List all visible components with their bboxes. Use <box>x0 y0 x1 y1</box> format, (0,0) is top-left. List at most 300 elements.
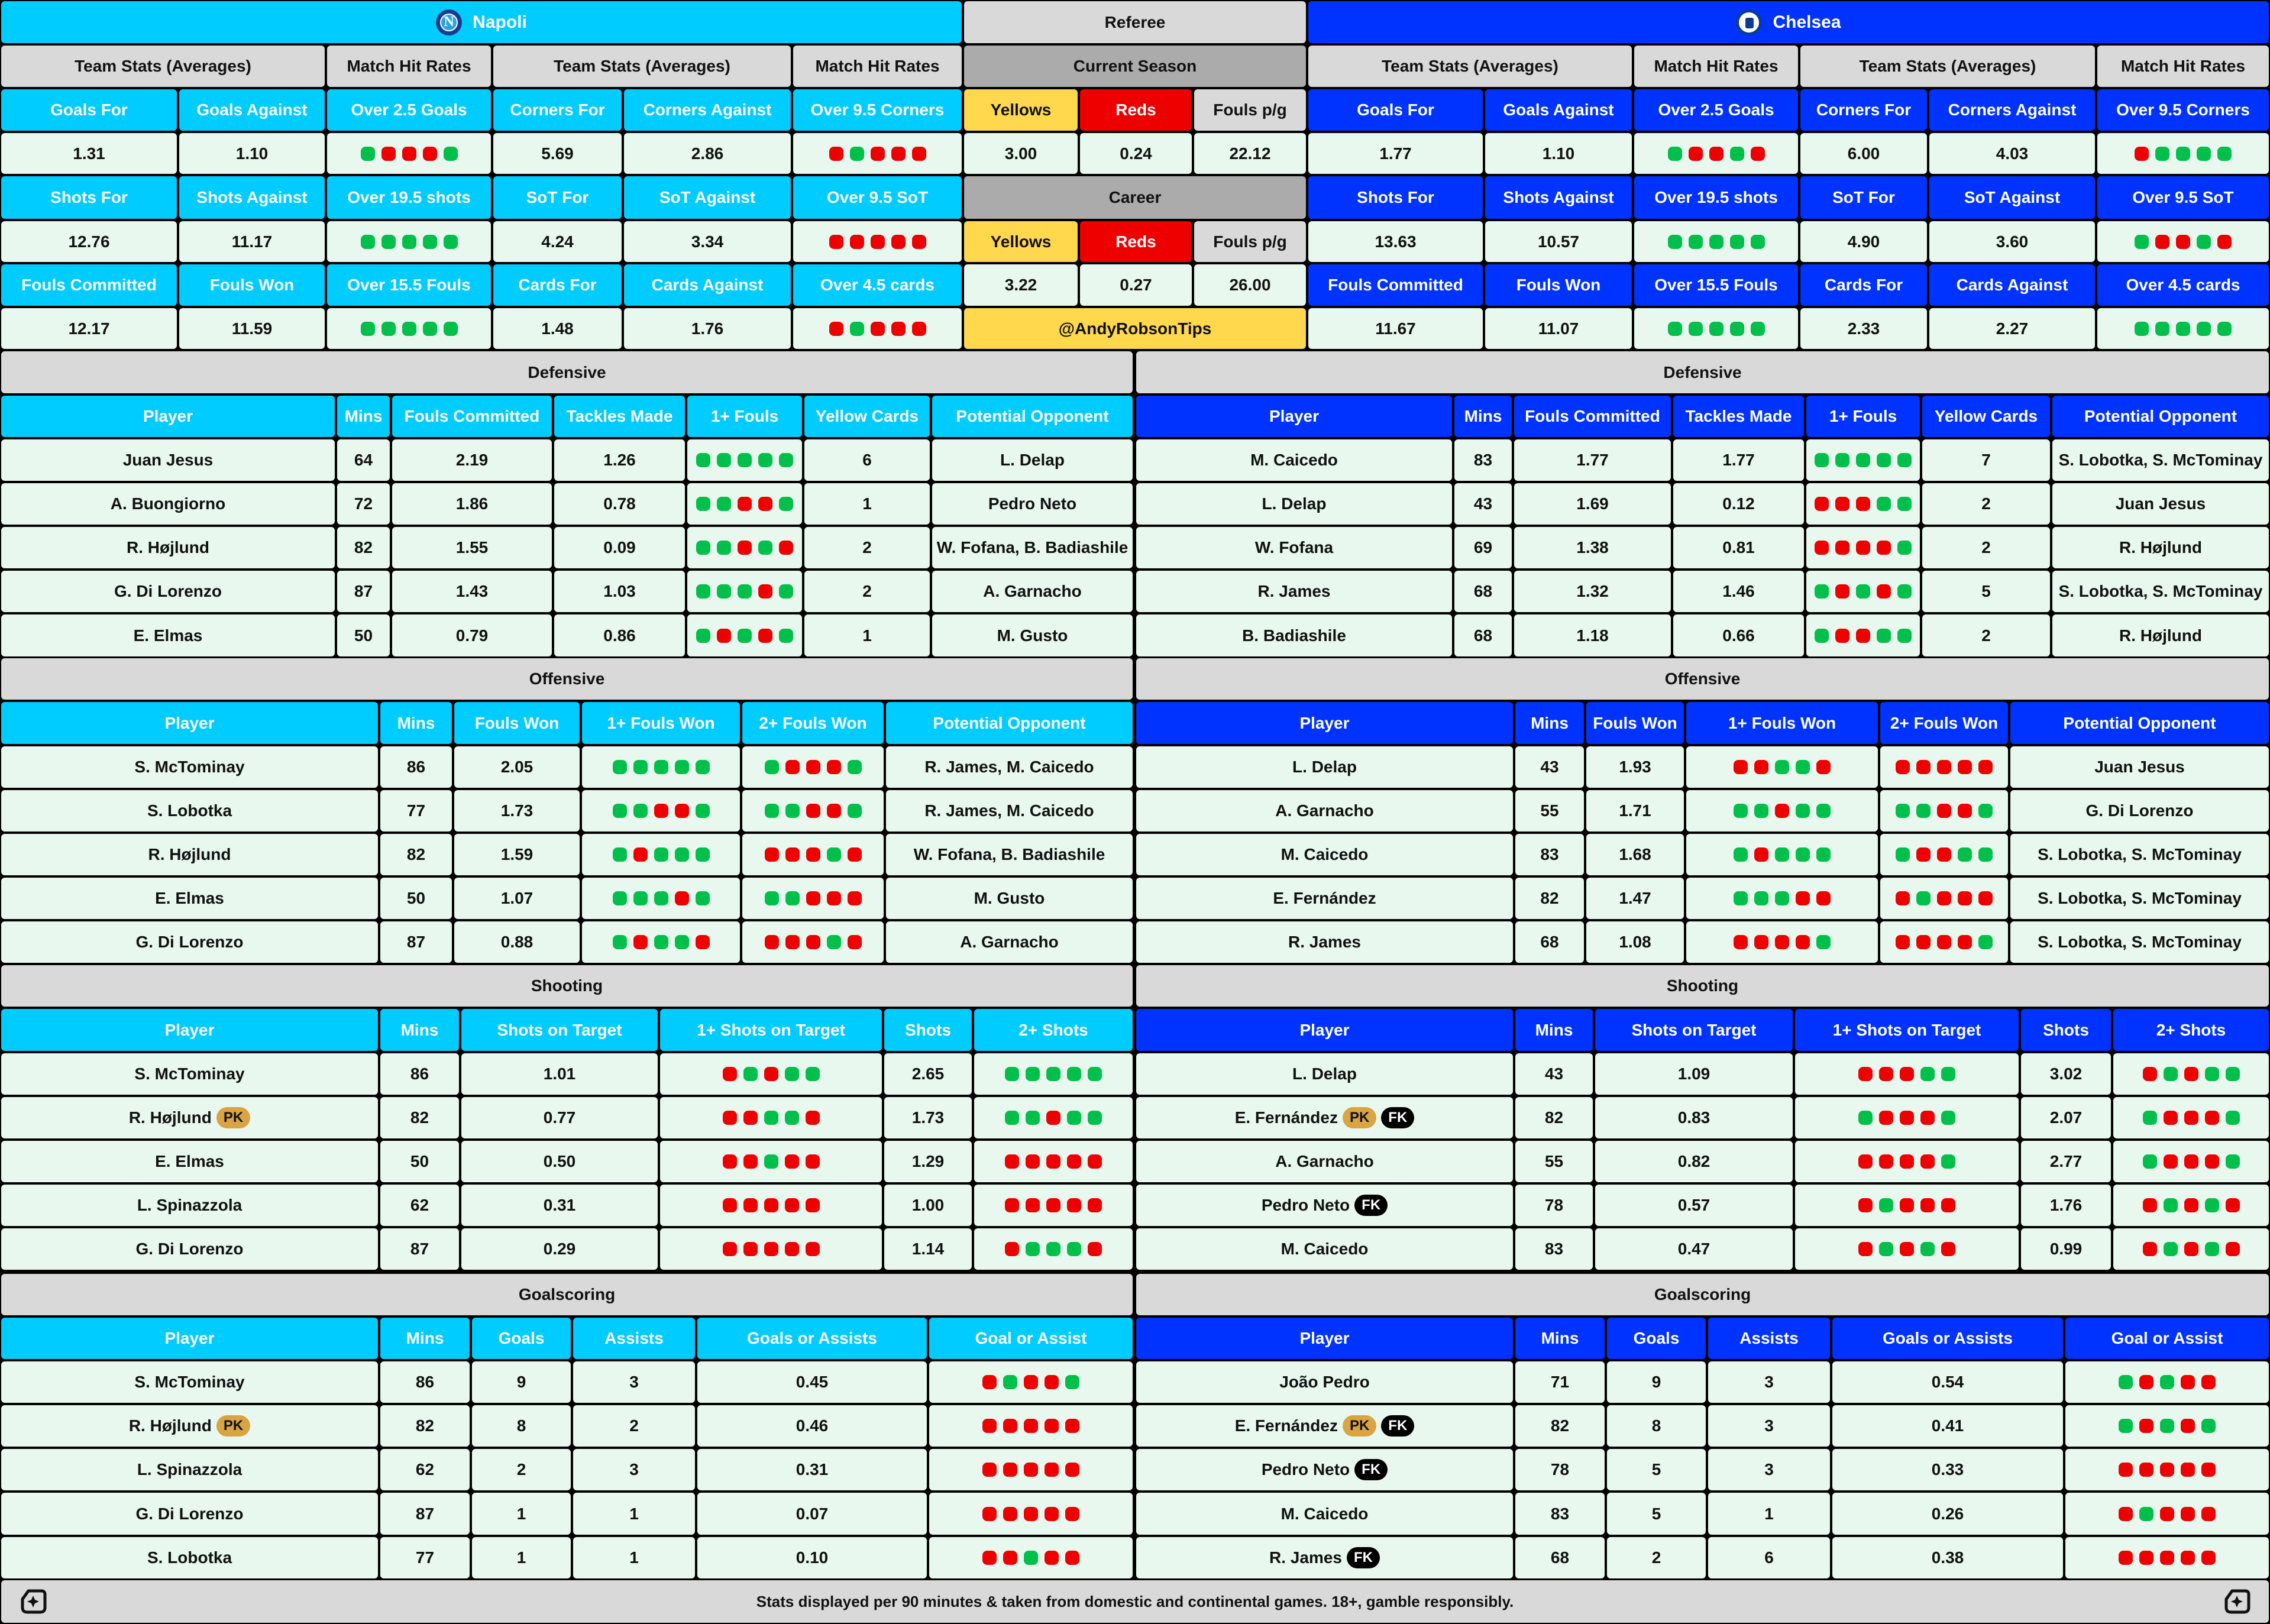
shots-cell: 2.65 <box>884 1053 972 1095</box>
mins-cell: 55 <box>1515 1141 1593 1182</box>
miss-dot-red <box>1941 1198 1955 1212</box>
miss-dot-red <box>1816 891 1831 905</box>
mins-cell: 77 <box>380 790 452 832</box>
player-cell[interactable] <box>1 1493 378 1535</box>
hit-rate-dots <box>723 1198 820 1212</box>
potential-opponent-cell: W. Fofana, B. Badiashile <box>886 834 1133 875</box>
stat-value <box>327 221 491 262</box>
napoli-team-header <box>1 1 962 43</box>
miss-dot-red <box>1916 935 1931 949</box>
ga-cell: 0.46 <box>697 1405 927 1447</box>
player-cell[interactable] <box>1136 483 1452 525</box>
player-cell[interactable] <box>1 483 335 525</box>
hit-dot-green <box>696 804 710 818</box>
stat-value: 1.48 <box>493 308 622 349</box>
assists-cell: 6 <box>1708 1537 1830 1578</box>
miss-dot-red <box>785 1198 799 1212</box>
hit-dot-green <box>1816 804 1831 818</box>
mins-cell: 64 <box>337 439 390 481</box>
miss-dot-red <box>1858 1067 1873 1081</box>
miss-dot-red <box>1835 541 1849 555</box>
hit-rate-dots <box>2135 322 2232 336</box>
miss-dot-red <box>2164 1111 2178 1125</box>
miss-dot-red <box>2139 1375 2153 1389</box>
hit-rate-dots <box>1896 760 1993 774</box>
mins-cell: 69 <box>1454 527 1512 568</box>
hit-dot-green <box>654 935 668 949</box>
hit-rate-dots <box>1668 322 1765 336</box>
brand-logo-icon <box>19 1587 47 1616</box>
yellow-cards-cell: 6 <box>804 439 930 481</box>
referee-career-reds-label: Reds <box>1080 221 1192 262</box>
player-cell[interactable] <box>1136 1493 1513 1535</box>
player-cell[interactable] <box>1136 790 1513 832</box>
miss-dot-red <box>827 760 841 774</box>
hit-dot-green <box>1734 804 1748 818</box>
hit-rate-dots <box>723 1242 820 1256</box>
miss-dot-red <box>1003 1463 1017 1477</box>
column-header: Player <box>1136 1009 1513 1051</box>
hit-dot-green <box>1709 322 1723 336</box>
goal-or-assist-cell <box>2065 1537 2269 1578</box>
miss-dot-red <box>785 1154 799 1169</box>
hit-dot-green <box>1916 891 1931 905</box>
miss-dot-red <box>1751 147 1765 161</box>
one-plus-sot-cell <box>1795 1053 2019 1095</box>
hit-dot-green <box>2201 1419 2216 1433</box>
goal-or-assist-cell <box>2065 1361 2269 1403</box>
stat-value: 10.57 <box>1485 221 1632 262</box>
player-cell[interactable] <box>1136 746 1513 788</box>
hit-dot-green <box>675 935 689 949</box>
hit-rate-dots <box>2119 1551 2216 1565</box>
tackles-made-cell: 1.03 <box>554 571 685 612</box>
hit-dot-green <box>1796 760 1810 774</box>
miss-dot-red <box>2205 1111 2219 1125</box>
player-cell[interactable] <box>1 1097 378 1138</box>
miss-dot-red <box>1900 1198 1914 1212</box>
column-header: Player <box>1136 1318 1513 1359</box>
player-cell[interactable] <box>1136 1449 1513 1490</box>
miss-dot-red <box>806 760 820 774</box>
hit-dot-green <box>1730 235 1744 249</box>
miss-dot-red <box>850 235 864 249</box>
column-header: Potential Opponent <box>2052 396 2269 437</box>
hit-dot-green <box>827 847 841 862</box>
sot-cell: 0.47 <box>1595 1228 1793 1270</box>
stat-label: Over 19.5 shots <box>1634 176 1798 219</box>
miss-dot-red <box>2226 1198 2240 1212</box>
stat-value: 3.34 <box>624 221 791 262</box>
hit-dot-green <box>1920 1067 1935 1081</box>
player-name: Juan Jesus <box>122 451 214 469</box>
player-cell[interactable] <box>1136 1185 1513 1226</box>
miss-dot-red <box>1958 935 1972 949</box>
hit-rate-dots <box>613 760 710 774</box>
miss-dot-red <box>785 1242 799 1256</box>
miss-dot-red <box>1005 1198 1019 1212</box>
stat-value: 1.77 <box>1308 133 1483 174</box>
miss-dot-red <box>764 1067 778 1081</box>
stat-label: SoT For <box>1800 176 1927 219</box>
player-name: G. Di Lorenzo <box>114 582 222 600</box>
one-plus-cell <box>1686 746 1878 788</box>
miss-dot-red <box>1877 584 1891 599</box>
player-name: G. Di Lorenzo <box>135 1240 244 1258</box>
potential-opponent-cell: S. Lobotka, S. McTominay <box>2010 878 2269 919</box>
player-cell[interactable] <box>1136 1053 1513 1095</box>
hit-dot-green <box>2226 1111 2240 1125</box>
hit-dot-green <box>1877 497 1891 511</box>
miss-dot-red <box>738 497 752 511</box>
hit-dot-green <box>1751 322 1765 336</box>
player-cell[interactable] <box>1136 1405 1513 1447</box>
player-name: A. Buongiorno <box>110 494 226 513</box>
hit-dot-green <box>1856 453 1870 467</box>
hit-dot-green <box>1815 629 1829 643</box>
player-cell[interactable] <box>1 790 378 832</box>
player-cell[interactable] <box>1136 614 1452 656</box>
napoli-crest-icon <box>436 9 462 35</box>
column-header: Player <box>1136 396 1452 437</box>
player-cell[interactable] <box>1 439 335 481</box>
miss-dot-red <box>1026 1154 1040 1169</box>
hit-dot-green <box>696 584 710 599</box>
stat-value: 12.17 <box>1 308 177 349</box>
mins-cell: 43 <box>1515 746 1584 788</box>
stat-label: Shots For <box>1 176 177 219</box>
miss-dot-red <box>1754 847 1768 862</box>
one-plus-cell <box>582 790 740 832</box>
player-cell[interactable] <box>1 1185 378 1226</box>
miss-dot-red <box>1775 935 1789 949</box>
stat-label: Over 9.5 SoT <box>2097 176 2269 219</box>
player-cell[interactable] <box>1 1405 378 1447</box>
stat-value <box>327 133 491 174</box>
stat-label: Fouls Committed <box>1308 264 1483 306</box>
player-name: L. Spinazzola <box>137 1196 242 1214</box>
hit-dot-green <box>1896 804 1910 818</box>
miss-dot-red <box>1900 1111 1914 1125</box>
sot-cell: 0.29 <box>461 1228 658 1270</box>
column-header: Mins <box>380 1009 459 1051</box>
shots-cell: 3.02 <box>2021 1053 2111 1095</box>
player-cell[interactable] <box>1 1537 378 1578</box>
hit-dot-green <box>1816 935 1831 949</box>
player-name: L. Delap <box>1292 1065 1357 1083</box>
mins-cell: 68 <box>1454 571 1512 612</box>
miss-dot-red <box>2143 1198 2157 1212</box>
offensive-section-title: Offensive <box>1136 658 2269 700</box>
miss-dot-red <box>806 804 820 818</box>
stat-label: Fouls Won <box>1485 264 1632 306</box>
stat-label: Goals Against <box>179 89 325 131</box>
hit-dot-green <box>1065 1375 1079 1389</box>
miss-dot-red <box>2181 1551 2195 1565</box>
sot-cell: 0.83 <box>1595 1097 1793 1138</box>
one-plus-cell <box>1686 834 1878 875</box>
fouls-won-cell: 0.88 <box>454 921 580 963</box>
assists-cell: 3 <box>573 1449 695 1490</box>
miss-dot-red <box>982 1375 997 1389</box>
stat-value: 4.90 <box>1800 221 1927 262</box>
hit-dot-green <box>848 804 862 818</box>
miss-dot-red <box>633 935 648 949</box>
hit-rate-dots <box>765 760 862 774</box>
fouls-won-cell: 1.59 <box>454 834 580 875</box>
hit-rate-dots <box>613 891 710 905</box>
miss-dot-red <box>2139 1551 2153 1565</box>
miss-dot-red <box>2139 1419 2153 1433</box>
team-stats-group-header: Team Stats (Averages) <box>493 46 791 87</box>
hit-dot-green <box>1896 847 1910 862</box>
miss-dot-red <box>758 584 772 599</box>
player-cell[interactable] <box>1 1361 378 1403</box>
stat-label: Shots For <box>1308 176 1483 219</box>
player-cell[interactable] <box>1 614 335 656</box>
miss-dot-red <box>1046 1154 1060 1169</box>
player-cell[interactable] <box>1 571 335 612</box>
miss-dot-red <box>2201 1375 2216 1389</box>
miss-dot-red <box>806 1154 820 1169</box>
hit-dot-green <box>696 760 710 774</box>
one-plus-fouls-cell <box>1806 439 1920 481</box>
miss-dot-red <box>2181 1419 2195 1433</box>
hit-dot-green <box>2155 322 2169 336</box>
miss-dot-red <box>806 935 820 949</box>
player-cell[interactable] <box>1136 571 1452 612</box>
potential-opponent-cell: S. Lobotka, S. McTominay <box>2010 921 2269 963</box>
goals-cell: 9 <box>472 1361 571 1403</box>
tackles-made-cell: 0.09 <box>554 527 685 568</box>
player-name: R. James <box>1257 582 1331 600</box>
stat-label: SoT For <box>493 176 622 219</box>
miss-dot-red <box>806 891 820 905</box>
hit-dot-green <box>1754 804 1768 818</box>
hit-dot-green <box>1920 1242 1935 1256</box>
hit-rate-dots <box>2119 1463 2216 1477</box>
mins-cell: 83 <box>1515 1493 1605 1535</box>
hit-rate-dots <box>723 1111 820 1125</box>
column-header: Mins <box>1515 1318 1605 1359</box>
hit-dot-green <box>1751 235 1765 249</box>
player-name: M. Caicedo <box>1280 845 1369 863</box>
player-cell[interactable] <box>1 834 378 875</box>
hit-dot-green <box>444 235 458 249</box>
fk-taker-badge: FK <box>1347 1547 1380 1568</box>
hit-dot-green <box>738 453 752 467</box>
hit-dot-green <box>2217 147 2232 161</box>
column-header: 2+ Fouls Won <box>742 702 884 744</box>
referee-reds-value: 0.24 <box>1080 133 1192 174</box>
shots-cell: 1.14 <box>884 1228 972 1270</box>
player-cell[interactable] <box>1136 1097 1513 1138</box>
hit-dot-green <box>2197 147 2211 161</box>
miss-dot-red <box>723 1067 737 1081</box>
miss-dot-red <box>1045 1419 1059 1433</box>
player-cell[interactable] <box>1 878 378 919</box>
tackles-made-cell: 0.86 <box>554 614 685 656</box>
mins-cell: 87 <box>380 921 452 963</box>
stat-value <box>1634 308 1798 349</box>
miss-dot-red <box>1046 1198 1060 1212</box>
player-cell[interactable] <box>1136 1228 1513 1270</box>
hit-rate-dots <box>1896 847 1993 862</box>
miss-dot-red <box>848 935 862 949</box>
mins-cell: 86 <box>380 746 452 788</box>
hit-dot-green <box>2205 1242 2219 1256</box>
player-cell[interactable] <box>1 527 335 568</box>
player-cell[interactable] <box>1136 1537 1513 1578</box>
hit-dot-green <box>1897 629 1912 643</box>
shooting-section-title: Shooting <box>1136 965 2269 1007</box>
potential-opponent-cell: S. Lobotka, S. McTominay <box>2052 571 2269 612</box>
player-cell[interactable] <box>1136 527 1452 568</box>
fouls-won-cell: 1.08 <box>1586 921 1684 963</box>
column-header: 2+ Shots <box>2113 1009 2269 1051</box>
hit-dot-green <box>785 891 800 905</box>
hit-dot-green <box>2176 322 2190 336</box>
hit-dot-green <box>765 804 779 818</box>
mins-cell: 82 <box>1515 1405 1605 1447</box>
miss-dot-red <box>912 235 926 249</box>
stat-value: 13.63 <box>1308 221 1483 262</box>
column-header: Player <box>1 1318 378 1359</box>
stat-value: 1.31 <box>1 133 177 174</box>
stat-label: SoT Against <box>624 176 791 219</box>
hit-rate-dots <box>613 804 710 818</box>
team-stats-group-header: Team Stats (Averages) <box>1800 46 2095 87</box>
hit-dot-green <box>1877 629 1891 643</box>
ga-cell: 0.07 <box>697 1493 927 1535</box>
hit-dot-green <box>785 804 800 818</box>
hit-dot-green <box>696 891 710 905</box>
player-cell[interactable] <box>1 1228 378 1270</box>
hit-dot-green <box>2160 1375 2174 1389</box>
miss-dot-red <box>1835 497 1849 511</box>
stat-label: Over 9.5 Corners <box>793 89 962 131</box>
column-header: Fouls Won <box>1586 702 1684 744</box>
hit-dot-green <box>2119 1419 2133 1433</box>
hit-rate-dots <box>1858 1067 1955 1081</box>
player-cell[interactable] <box>1 1141 378 1182</box>
mins-cell: 82 <box>380 1405 470 1447</box>
hit-dot-green <box>444 322 458 336</box>
miss-dot-red <box>1937 760 1951 774</box>
player-cell[interactable] <box>1136 1361 1513 1403</box>
miss-dot-red <box>2181 1463 2195 1477</box>
offensive-section-title: Offensive <box>1 658 1133 700</box>
player-cell[interactable] <box>1136 439 1452 481</box>
one-plus-sot-cell <box>660 1097 882 1138</box>
player-cell[interactable] <box>1136 1141 1513 1182</box>
stat-value: 12.76 <box>1 221 177 262</box>
column-header: Player <box>1 1009 378 1051</box>
column-header: Assists <box>573 1318 695 1359</box>
sot-cell: 0.77 <box>461 1097 658 1138</box>
mins-cell: 72 <box>337 483 390 525</box>
potential-opponent-cell: Juan Jesus <box>2010 746 2269 788</box>
miss-dot-red <box>1937 804 1951 818</box>
shots-cell: 1.00 <box>884 1185 972 1226</box>
player-name: S. McTominay <box>134 1373 245 1391</box>
ga-cell: 0.31 <box>697 1449 927 1490</box>
miss-dot-red <box>891 235 906 249</box>
miss-dot-red <box>1065 1419 1079 1433</box>
player-cell[interactable] <box>1 1449 378 1490</box>
fk-taker-badge: FK <box>1354 1195 1388 1216</box>
hit-dot-green <box>743 1067 758 1081</box>
miss-dot-red <box>1005 1242 1019 1256</box>
miss-dot-red <box>1858 1154 1873 1169</box>
hit-rate-dots <box>829 235 926 249</box>
player-cell[interactable] <box>1136 834 1513 875</box>
player-cell[interactable] <box>1 1053 378 1095</box>
miss-dot-red <box>2181 1507 2195 1521</box>
player-cell[interactable] <box>1136 878 1513 919</box>
miss-dot-red <box>2184 1198 2198 1212</box>
hit-dot-green <box>738 584 752 599</box>
miss-dot-red <box>723 1154 737 1169</box>
miss-dot-red <box>848 847 862 862</box>
hit-dot-green <box>2143 1111 2157 1125</box>
pk-taker-badge: PK <box>1343 1415 1376 1437</box>
stat-label: Corners Against <box>1929 89 2095 131</box>
match-hit-rates-group-header: Match Hit Rates <box>1634 46 1798 87</box>
hit-dot-green <box>806 1067 820 1081</box>
miss-dot-red <box>1734 935 1748 949</box>
stat-value <box>793 308 962 349</box>
mins-cell: 68 <box>1454 614 1512 656</box>
miss-dot-red <box>829 322 843 336</box>
player-cell[interactable] <box>1136 921 1513 963</box>
miss-dot-red <box>1900 1154 1914 1169</box>
hit-dot-green <box>764 1111 778 1125</box>
one-plus-sot-cell <box>660 1141 882 1182</box>
miss-dot-red <box>871 147 885 161</box>
one-plus-cell <box>582 834 740 875</box>
sot-cell: 0.57 <box>1595 1185 1793 1226</box>
player-cell[interactable] <box>1 746 378 788</box>
player-name: R. James <box>1288 933 1361 951</box>
hit-rate-dots <box>982 1419 1079 1433</box>
stat-label: Over 15.5 Fouls <box>1634 264 1798 306</box>
miss-dot-red <box>2176 235 2190 249</box>
miss-dot-red <box>1879 1154 1893 1169</box>
hit-dot-green <box>758 541 772 555</box>
hit-rate-dots <box>982 1463 1079 1477</box>
stat-label: Fouls Committed <box>1 264 177 306</box>
hit-dot-green <box>1668 235 1682 249</box>
miss-dot-red <box>1958 760 1972 774</box>
stat-label: Fouls Won <box>179 264 325 306</box>
team-stats-group-header: Team Stats (Averages) <box>1 46 325 87</box>
hit-dot-green <box>654 847 668 862</box>
stat-label: Shots Against <box>1485 176 1632 219</box>
social-handle[interactable]: @AndyRobsonTips <box>964 308 1306 349</box>
match-hit-rates-group-header: Match Hit Rates <box>2097 46 2269 87</box>
hit-dot-green <box>1941 1111 1955 1125</box>
pk-taker-badge: PK <box>216 1415 250 1437</box>
player-cell[interactable] <box>1 921 378 963</box>
referee-fouls-per-game-label: Fouls p/g <box>1194 89 1306 131</box>
miss-dot-red <box>1754 760 1768 774</box>
mins-cell: 71 <box>1515 1361 1605 1403</box>
potential-opponent-cell: R. Højlund <box>2052 614 2269 656</box>
hit-dot-green <box>785 1067 799 1081</box>
mins-cell: 82 <box>1515 878 1584 919</box>
hit-dot-green <box>1005 1111 1019 1125</box>
